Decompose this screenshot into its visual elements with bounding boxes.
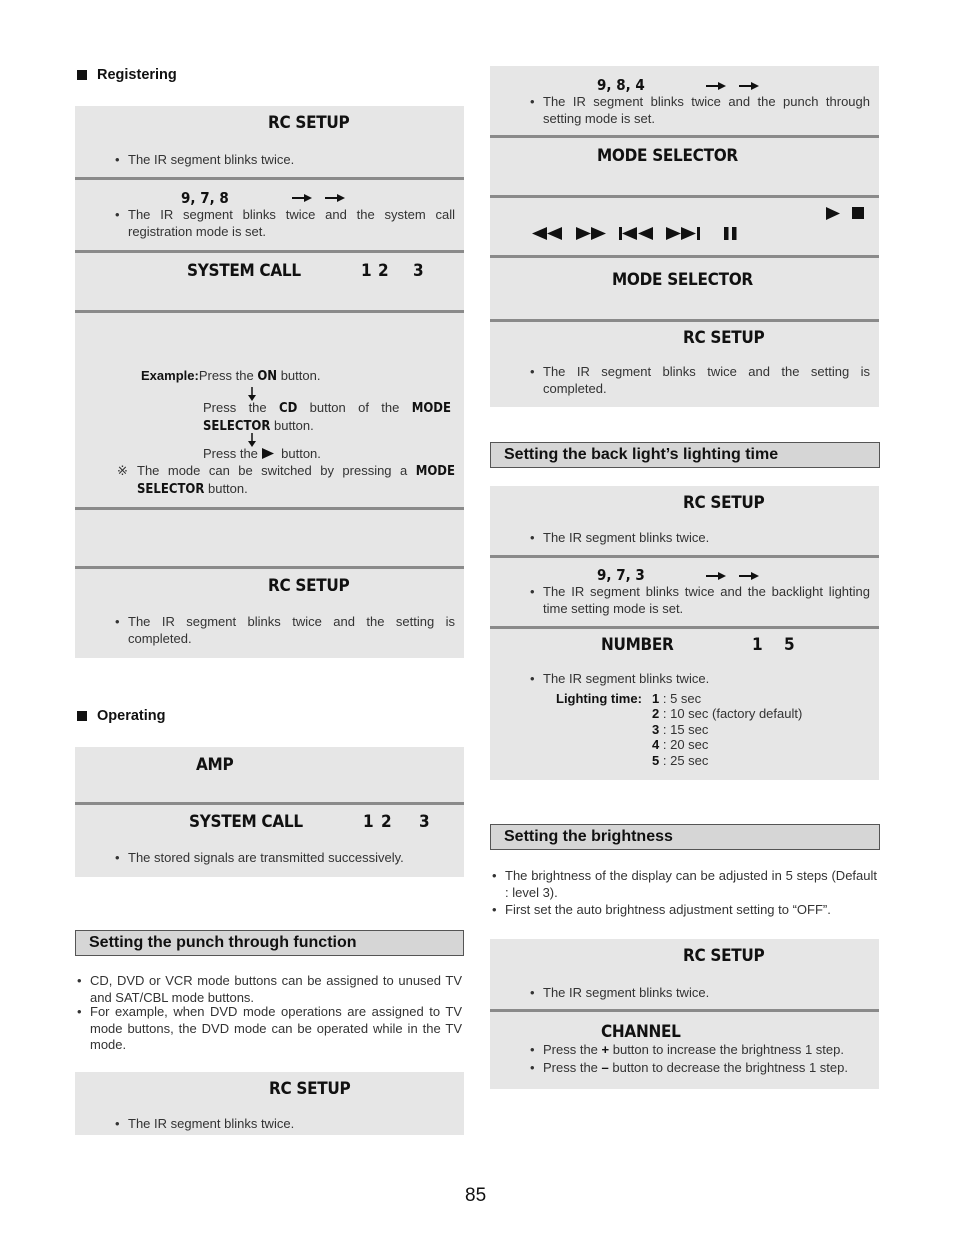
punch-bullet-1: • CD, DVD or VCR mode buttons can be assigned to unused TV and SAT/CBL mode buttons. [77,973,462,1005]
right-arrow-icon [325,193,345,203]
brightness-title: Setting the brightness [490,824,880,850]
right-arrow-icon [706,81,726,91]
lighting-time-option: 1 : 5 sec [652,691,702,706]
mode-selector-key-label: MODE SELECTOR [597,146,738,166]
step-note: • Press the – button to decrease the brightness 1 step. [530,1060,848,1075]
number-key-3: 3 [419,812,430,832]
lighting-time-option: 4 : 20 sec [652,737,709,752]
step-divider [75,177,464,180]
brightness-bullet-2: • First set the auto brightness adjustment setting to “OFF”. [492,902,831,917]
square-bullet-icon [77,70,87,80]
step-note: • The IR segment blinks twice and the setting is completed. [115,614,455,646]
number-key-2: 2 [378,261,389,281]
step-note: • Press the + button to increase the brightness 1 step. [530,1042,844,1057]
step-divider [490,555,879,558]
system-call-key-label: SYSTEM CALL [189,812,303,832]
lighting-time-option: 2 : 10 sec (factory default) [652,706,803,721]
operating-heading: Operating [77,708,165,724]
step-note: • The IR segment blinks twice. [530,530,710,545]
step-divider [75,566,464,569]
fast-forward-icon [576,227,606,240]
step-note: • The IR segment blinks twice and the setting is completed. [530,364,870,396]
rc-setup-key-label: RC SETUP [269,1079,351,1099]
number-key-3: 3 [413,261,424,281]
step-divider [75,802,464,805]
transport-icons-top [826,207,865,220]
backlight-title: Setting the back light’s lighting time [490,442,880,468]
lighting-time-option: 3 : 15 sec [652,722,709,737]
stop-icon [852,207,865,220]
rc-setup-key-label: RC SETUP [683,946,765,966]
registering-heading: Registering [77,67,177,83]
amp-key-label: AMP [196,755,234,775]
number-key-2: 2 [381,812,392,832]
code-key-label: 9, 8, 4 [597,76,645,94]
right-arrow-icon [292,193,312,203]
example-mode-note: ※ The mode can be switched by pressing a MODE SELECTOR button. [117,463,455,497]
number-key-1: 1 [363,812,374,832]
step-note: • The IR segment blinks twice and the system call registration mode is set. [115,207,455,239]
right-arrow-icon [706,571,726,581]
down-arrow-icon [247,387,257,401]
system-call-key-label: SYSTEM CALL [187,261,301,281]
skip-forward-icon [666,227,700,240]
step-note: • The stored signals are transmitted successively. [115,850,404,865]
number-key-1: 1 [361,261,372,281]
right-arrow-icon [739,571,759,581]
rc-setup-key-label: RC SETUP [268,576,350,596]
square-bullet-icon [77,711,87,721]
number-key-5: 5 [784,635,795,655]
step-divider [490,1009,879,1012]
right-arrow-icon [739,81,759,91]
step-divider [75,310,464,313]
step-divider [490,135,879,138]
step-note: • The IR segment blinks twice and the backlight lighting time setting mode is set. [530,584,870,616]
rc-setup-key-label: RC SETUP [268,113,350,133]
step-divider [75,250,464,253]
step-divider [490,195,879,198]
step-note: • The IR segment blinks twice. [530,671,710,686]
step-note: • The IR segment blinks twice and the punch through setting mode is set. [530,94,870,126]
number-key-1: 1 [752,635,763,655]
mode-selector-key-label: MODE SELECTOR [612,270,753,290]
play-icon [262,448,274,459]
rewind-icon [532,227,562,240]
step-note: • The IR segment blinks twice. [530,985,710,1000]
example-line-2: Press the CD button of the MODE SELECTOR button. [203,400,451,434]
step-note: • The IR segment blinks twice. [115,152,295,167]
channel-key-label: CHANNEL [601,1022,681,1042]
skip-back-icon [619,227,653,240]
brightness-bullet-1: • The brightness of the display can be adjusted in 5 steps (Default : level 3). [492,868,877,900]
code-key-label: 9, 7, 3 [597,566,645,584]
down-arrow-icon [247,433,257,447]
punch-through-title: Setting the punch through function [75,930,464,956]
play-icon [826,207,840,220]
lighting-time-option: 5 : 25 sec [652,753,709,768]
step-note: • The IR segment blinks twice. [115,1116,295,1131]
page-number: 85 [465,1185,487,1206]
punch-bullet-2: • For example, when DVD mode operations are assigned to TV mode buttons, the DVD mode can be operated while in the TV mode. [77,1004,462,1052]
pause-icon [724,227,737,240]
example-line-1: Example:Press the ON button. [141,368,321,384]
step-divider [75,507,464,510]
example-line-3: Press the button. [203,446,321,461]
code-key-label: 9, 7, 8 [181,189,229,207]
step-divider [490,319,879,322]
lighting-time-label: Lighting time: [556,691,642,706]
step-divider [490,255,879,258]
rc-setup-key-label: RC SETUP [683,328,765,348]
step-divider [490,626,879,629]
rc-setup-key-label: RC SETUP [683,493,765,513]
transport-icons-bottom [532,227,737,240]
number-key-label: NUMBER [601,635,674,655]
